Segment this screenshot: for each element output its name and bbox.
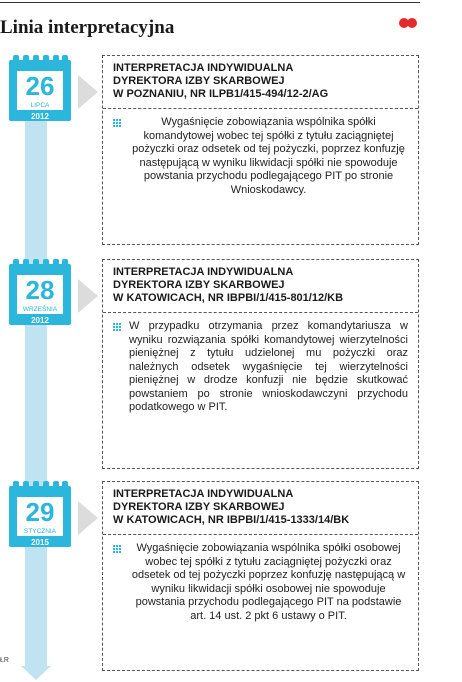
calendar-month: WRZEŚNIA	[17, 305, 63, 314]
card-heading: INTERPRETACJA INDYWIDUALNA DYREKTORA IZBY SKARBOWEJ W KATOWICACH, NR IBPBI/1/415-801/12/KB	[103, 260, 418, 313]
card-heading: INTERPRETACJA INDYWIDUALNA DYREKTORA IZBY SKARBOWEJ W KATOWICACH, NR IBPBI/1/415-1333/14/BK	[103, 482, 418, 535]
interpretation-card-1	[102, 55, 419, 245]
pointer-arrow-icon	[78, 75, 98, 109]
grid-bullet-icon	[113, 323, 122, 332]
grid-bullet-icon	[113, 545, 122, 554]
calendar-date-1	[9, 55, 71, 121]
calendar-month: STYCZNIA	[17, 527, 63, 536]
card-body	[103, 109, 418, 197]
calendar-date-3	[9, 481, 71, 547]
interpretation-card-3	[102, 481, 419, 671]
interpretation-card-2	[102, 259, 419, 469]
pointer-arrow-icon	[78, 501, 98, 535]
grid-bullet-icon	[113, 119, 122, 128]
calendar-day: 26	[17, 71, 63, 101]
card-text: Wygaśnięcie zobowiązania wspólnika spółki komandytowej wobec tej spółki z tytułu zaciągniętej pożyczki oraz odsetek od tej pożyczki, poprzez konfuzję następującą w wyniku likwidacji spółki nie spowoduje powstania przychodu podlegającego PIT po stronie Wnioskodawcy.	[132, 116, 405, 196]
calendar-day: 28	[17, 275, 63, 305]
author-credit: ŁR	[0, 657, 9, 664]
card-heading: INTERPRETACJA INDYWIDUALNA DYREKTORA IZBY SKARBOWEJ W POZNANIU, NR ILPB1/415-494/12-2/AG	[103, 56, 418, 109]
top-rule	[0, 2, 420, 3]
calendar-day: 29	[17, 497, 63, 527]
timeline-line	[25, 120, 47, 668]
calendar-date-2	[9, 259, 71, 325]
card-body	[103, 535, 418, 623]
calendar-year: 2012	[31, 316, 49, 325]
card-text: W przypadku otrzymania przez komandytariusza w wyniku rozwiązania spółki komandytowej wierzytelności pieniężnej z tytułu udzielonej mu pożyczki oraz należnych odsetek wygaśnięcie tej wierzytelności pieniężnej w drodze konfuzji nie będzie skutkować powstaniem po stronie wnioskodawczyni przychodu podatkowego w PIT.	[129, 320, 408, 413]
calendar-year: 2012	[31, 112, 49, 121]
publisher-logo	[399, 18, 417, 28]
calendar-year: 2015	[31, 538, 49, 547]
timeline-arrow-icon	[21, 666, 51, 680]
card-body	[103, 313, 418, 415]
pointer-arrow-icon	[78, 279, 98, 313]
card-text: Wygaśnięcie zobowiązania wspólnika spółki osobowej wobec tej spółki z tytułu zaciągniętej pożyczki oraz odsetek od tej pożyczki poprzez konfuzję następującą w wyniku likwidacji spółki osobowej nie spowoduje powstania przychodu podlegającego PIT na podstawie art. 14 ust. 2 pkt 6 ustawy o PIT.	[131, 542, 406, 622]
calendar-month: LIPCA	[17, 101, 63, 110]
page-title: Linia interpretacyjna	[0, 17, 175, 38]
